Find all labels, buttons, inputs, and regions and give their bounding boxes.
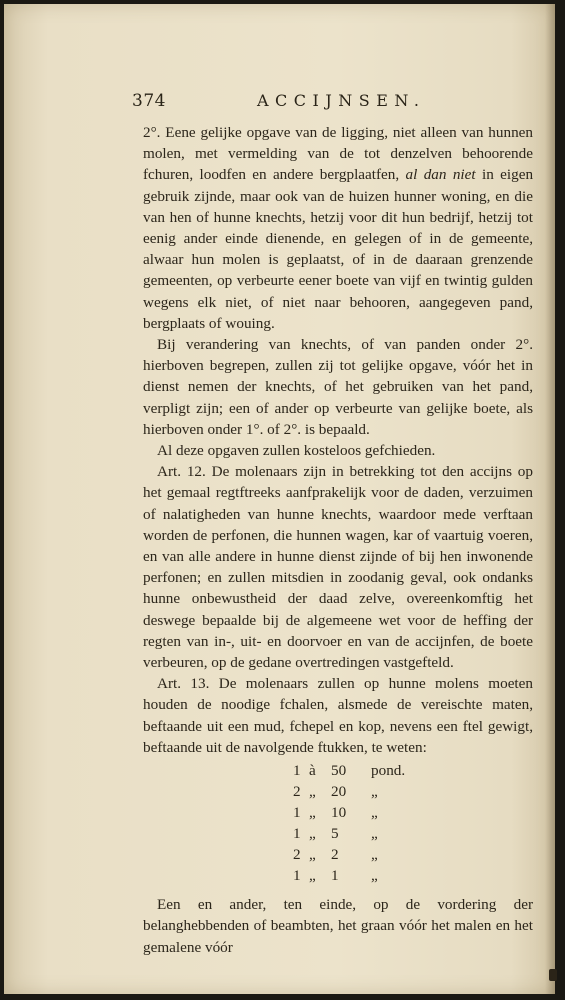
running-title: ACCIJNSEN.: [257, 91, 426, 110]
italic-phrase: al dan niet: [405, 166, 476, 184]
paragraph-knechts: Bij verandering van knechts, of van panden onder 2°. hierboven begrepen, zullen zij tot gelijke opgave, vóór het in dienst nemen der knechts, of het gebruiken van het pand, verpligt zijn; een of ander op verbeurte van gelijke boete, als hierboven onder 1°. of 2°. is bepaald.: [143, 336, 533, 438]
weight-qty: 2: [293, 783, 301, 801]
weight-unit: „: [371, 867, 378, 885]
weight-sep: „: [309, 846, 316, 864]
weight-value: 20: [331, 783, 347, 801]
weight-value: 50: [331, 762, 347, 780]
weight-value: 2: [331, 846, 339, 864]
weights-list: [293, 760, 533, 886]
weights-row: [293, 781, 533, 802]
weight-unit: pond.: [371, 762, 406, 780]
weight-qty: 1: [293, 867, 301, 885]
page-gutter-shadow: [545, 4, 555, 994]
weight-unit: „: [371, 846, 378, 864]
weight-sep: „: [309, 825, 316, 843]
paragraph-kosteloos: Al deze opgaven zullen kosteloos gefchieden.: [157, 442, 436, 460]
page-body: [143, 122, 533, 958]
weight-qty: 1: [293, 804, 301, 822]
weights-row: [293, 802, 533, 823]
weight-sep: à: [309, 762, 316, 780]
weight-unit: „: [371, 783, 378, 801]
page-number: 374: [132, 91, 166, 111]
list-item-2: [143, 122, 533, 334]
weight-qty: 2: [293, 846, 301, 864]
weight-unit: „: [371, 825, 378, 843]
weight-sep: „: [309, 783, 316, 801]
weights-row: [293, 760, 533, 781]
page-header: [132, 91, 532, 115]
article-13: Art. 13. De molenaars zullen op hunne molens moeten houden de noodige fchalen, alsmede de vereischte maten, beftaande uit een mud, fchepel en kop, nevens een ftel gewigt, beftaande uit de navolgende ftukken, te weten:: [143, 675, 533, 756]
weights-row: [293, 844, 533, 865]
closing-paragraph: Een en ander, ten einde, op de vordering der belanghebbenden of beambten, het graan vóór het malen en het gemalene vóór: [143, 896, 533, 956]
book-page: [4, 4, 555, 994]
weight-sep: „: [309, 867, 316, 885]
list-item-text-continued: in eigen gebruik zijnde, maar ook van de huizen hunner woning, en die van hen of hunne knechts, hetzij voor dit hun bedrijf, hetzij tot eenig ander einde dienende, en gelegen of in de gemeente, alwaar hun molen is geplaatst, of in de daaraan grenzende gemeenten, op verbeurte eener boete van vijf en twintig gulden wegens elk niet, of niet naar behooren, aangegeven pand, bergplaats of wouing.: [143, 166, 534, 332]
weight-qty: 1: [293, 825, 301, 843]
weight-value: 5: [331, 825, 339, 843]
weight-unit: „: [371, 804, 378, 822]
weights-row: [293, 823, 533, 844]
weight-qty: 1: [293, 762, 301, 780]
weight-sep: „: [309, 804, 316, 822]
list-item-number: 2°.: [143, 124, 161, 141]
weights-row: [293, 865, 533, 886]
page-edge-mark: [549, 969, 557, 981]
weight-value: 1: [331, 867, 339, 885]
list-item-text: Eene gelijke opgave van de ligging, niet alleen van hunnen molen, met vermelding van de tot denzelven behoorende fchuren, loodfen en andere bergplaatfen,: [143, 124, 533, 184]
weight-value: 10: [331, 804, 347, 822]
article-12: Art. 12. De molenaars zijn in betrekking tot den accijns op het gemaal regtftreeks aanfprakelijk voor de daden, verzuimen of nalatigheden van hunne knechts, waardoor mede verftaan worden de perfonen, die hunnen wagen, kar of vaartuig voeren, en van alle andere in hunne dienst zijnde of bij hen inwonende perfonen; en zullen mitsdien in zoodanig geval, ook ondanks hunne onbewustheid der daad zelve, overeenkomftig het deswege bepaalde bij de algemeene wet voor de heffing der regten van in-, uit- en doorvoer en van de accijnfen, de boete verbeuren, op de gedane overtredingen vastgefteld.: [143, 463, 533, 672]
